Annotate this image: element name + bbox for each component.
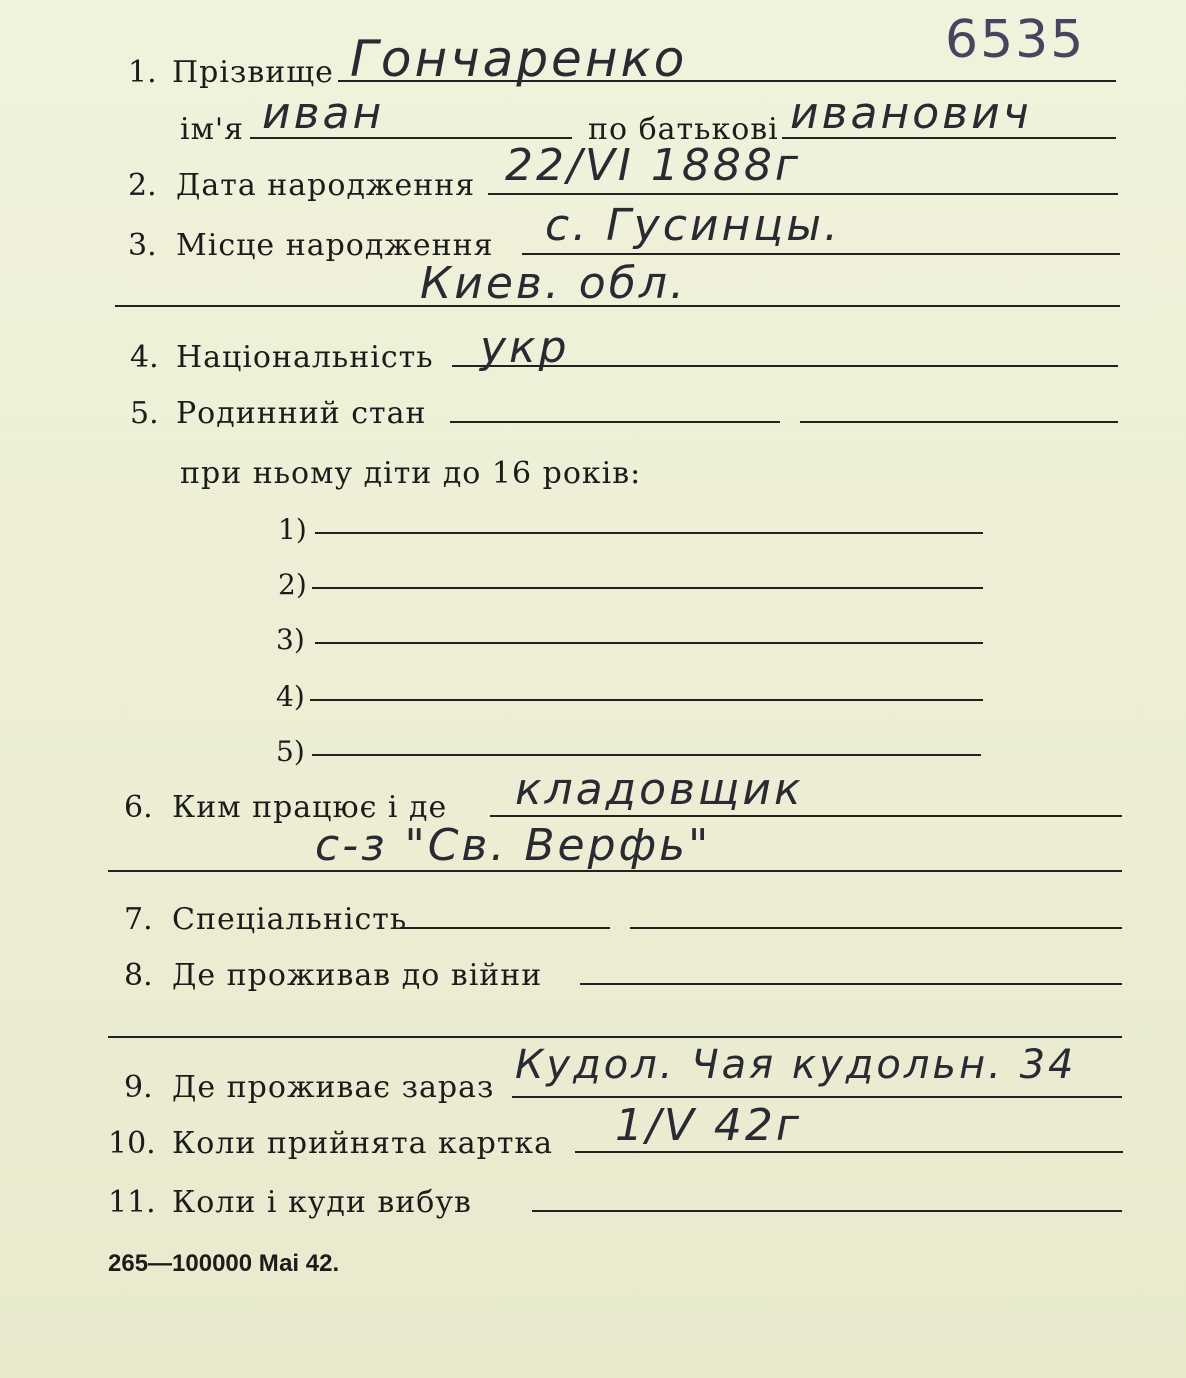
patronymic-value: иванович — [790, 88, 1032, 139]
specialty-line-b — [630, 927, 1122, 929]
current-value: Кудол. Чая кудольн. 34 — [515, 1042, 1077, 1088]
birthdate-label: Дата народження — [176, 168, 476, 203]
field-2-number: 2. — [128, 168, 157, 203]
prewar-label: Де проживав до війни — [172, 958, 543, 993]
family-label: Родинний стан — [176, 396, 427, 431]
document-number: 6535 — [945, 10, 1086, 70]
child-3-line — [315, 642, 983, 644]
field-7-number: 7. — [124, 902, 153, 937]
name-value: иван — [262, 88, 385, 139]
left-line — [532, 1210, 1122, 1212]
child-5-line — [312, 754, 981, 756]
name-label: ім'я — [180, 112, 245, 147]
family-line-a — [450, 421, 780, 423]
birthplace-value-1: с. Гусинцы. — [545, 200, 841, 251]
child-4-line — [310, 699, 983, 701]
work-line-1 — [490, 815, 1122, 817]
child-2-label: 2) — [278, 568, 307, 601]
specialty-line-a — [400, 927, 610, 929]
birthplace-label: Місце народження — [176, 228, 494, 263]
birthdate-line — [488, 193, 1118, 195]
print-footer: 265—100000 Маі 42. — [108, 1250, 340, 1277]
field-9-number: 9. — [124, 1070, 153, 1105]
field-11-number: 11. — [108, 1185, 156, 1220]
accepted-value: 1/V 42г — [615, 1100, 803, 1151]
children-label: при ньому діти до 16 років: — [180, 456, 642, 491]
nationality-value: укр — [480, 322, 570, 373]
specialty-label: Спеціальність — [172, 902, 408, 937]
family-line-b — [800, 421, 1118, 423]
field-6-number: 6. — [124, 790, 153, 825]
child-4-label: 4) — [276, 680, 305, 713]
birthplace-line-1 — [522, 253, 1120, 255]
current-line — [512, 1096, 1122, 1098]
child-1-line — [315, 532, 983, 534]
prewar-line-2 — [108, 1036, 1122, 1038]
work-value-1: кладовщик — [515, 764, 804, 815]
field-1-number: 1. — [128, 55, 157, 90]
birthplace-value-2: Киев. обл. — [420, 258, 687, 309]
child-2-line — [312, 587, 983, 589]
field-10-number: 10. — [108, 1126, 156, 1161]
prewar-line-1 — [580, 983, 1122, 985]
work-value-2: с-з "Св. Верфь" — [315, 820, 712, 871]
nationality-label: Національність — [176, 340, 434, 375]
accepted-line — [575, 1151, 1123, 1153]
surname-value: Гончаренко — [350, 30, 688, 88]
field-5-number: 5. — [130, 396, 159, 431]
current-label: Де проживає зараз — [172, 1070, 495, 1105]
child-3-label: 3) — [276, 623, 305, 656]
field-8-number: 8. — [124, 958, 153, 993]
left-label: Коли і куди вибув — [172, 1185, 472, 1220]
child-5-label: 5) — [276, 735, 305, 768]
surname-label: Прізвище — [172, 55, 334, 90]
patronymic-label: по батькові — [588, 112, 779, 147]
field-4-number: 4. — [130, 340, 159, 375]
birthdate-value: 22/VI 1888г — [505, 140, 801, 191]
accepted-label: Коли прийнята картка — [172, 1126, 554, 1161]
field-3-number: 3. — [128, 228, 157, 263]
work-label: Ким працює і де — [172, 790, 448, 825]
child-1-label: 1) — [278, 513, 307, 546]
